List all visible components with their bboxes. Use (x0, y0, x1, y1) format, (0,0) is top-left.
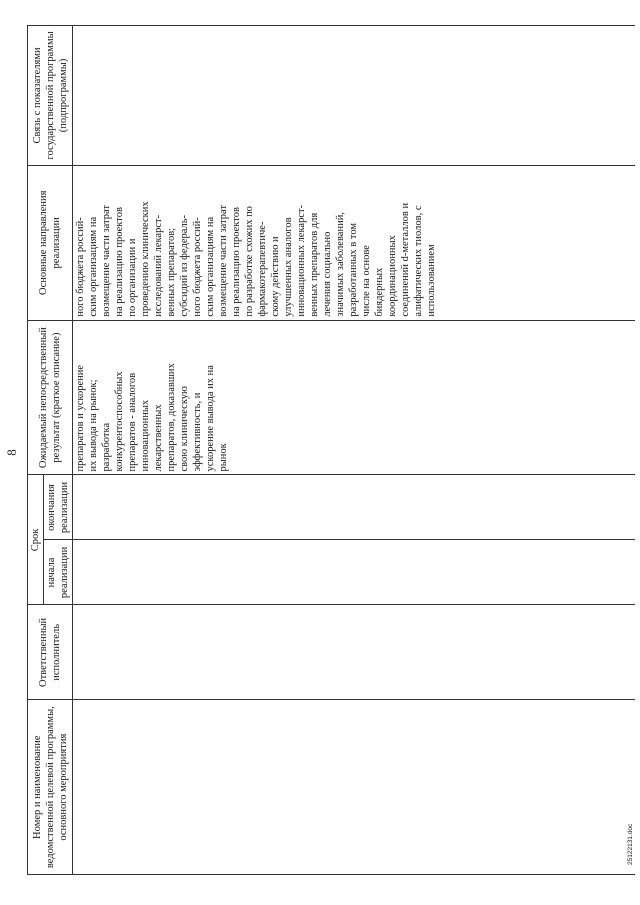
program-table (27, 25, 635, 875)
cell-indicators (73, 26, 636, 166)
cell-executor (73, 605, 636, 700)
header-result: Ожидаемый непосредственный результат (краткое описание) (28, 320, 73, 475)
header-term-end: окончания реализации (44, 475, 73, 540)
cell-term-end (73, 475, 636, 540)
header-term: Срок (28, 475, 44, 605)
header-directions: Основные направления реализации (28, 165, 73, 320)
cell-term-start (73, 540, 636, 605)
header-program: Номер и наименование ведомственной целевой программы, основного мероприятия (28, 700, 73, 875)
page-number: 8 (4, 449, 19, 456)
cell-program (73, 700, 636, 875)
header-term-start: начала реализации (44, 540, 73, 605)
file-footer: 25122131.doc (627, 823, 634, 865)
header-executor: Ответственный исполнитель (28, 605, 73, 700)
header-indicators: Связь с показателями государственной программы (подпрограммы) (28, 26, 73, 166)
table-row (73, 26, 636, 875)
cell-directions: ного бюджета россий- ским организациям на возмещение части затрат на реализацию проектов по организации и проведению клинических исследований лекарст- венных препаратов; субсидий из федераль- ного бюджета россий- ским организациям на возмещение части затрат на реализацию проектов по разработке схожих по фармакотерапевтиче- скому действию и улучшенных аналогов инновационных лекарст- венных препаратов для лечения социально значимых заболеваний, разработанных в том числе на основе биядерных координационных соединений d-металлов и алифатических тиолов, с использованием (73, 165, 636, 320)
cell-result: препаратов и ускорение их вывода на рынок; разработка конкурентоспособных препаратов - аналогов инновационных лекарственных препаратов, доказавших свою клиническую эффективность, и ускорение вывода их на рынок (73, 320, 636, 475)
